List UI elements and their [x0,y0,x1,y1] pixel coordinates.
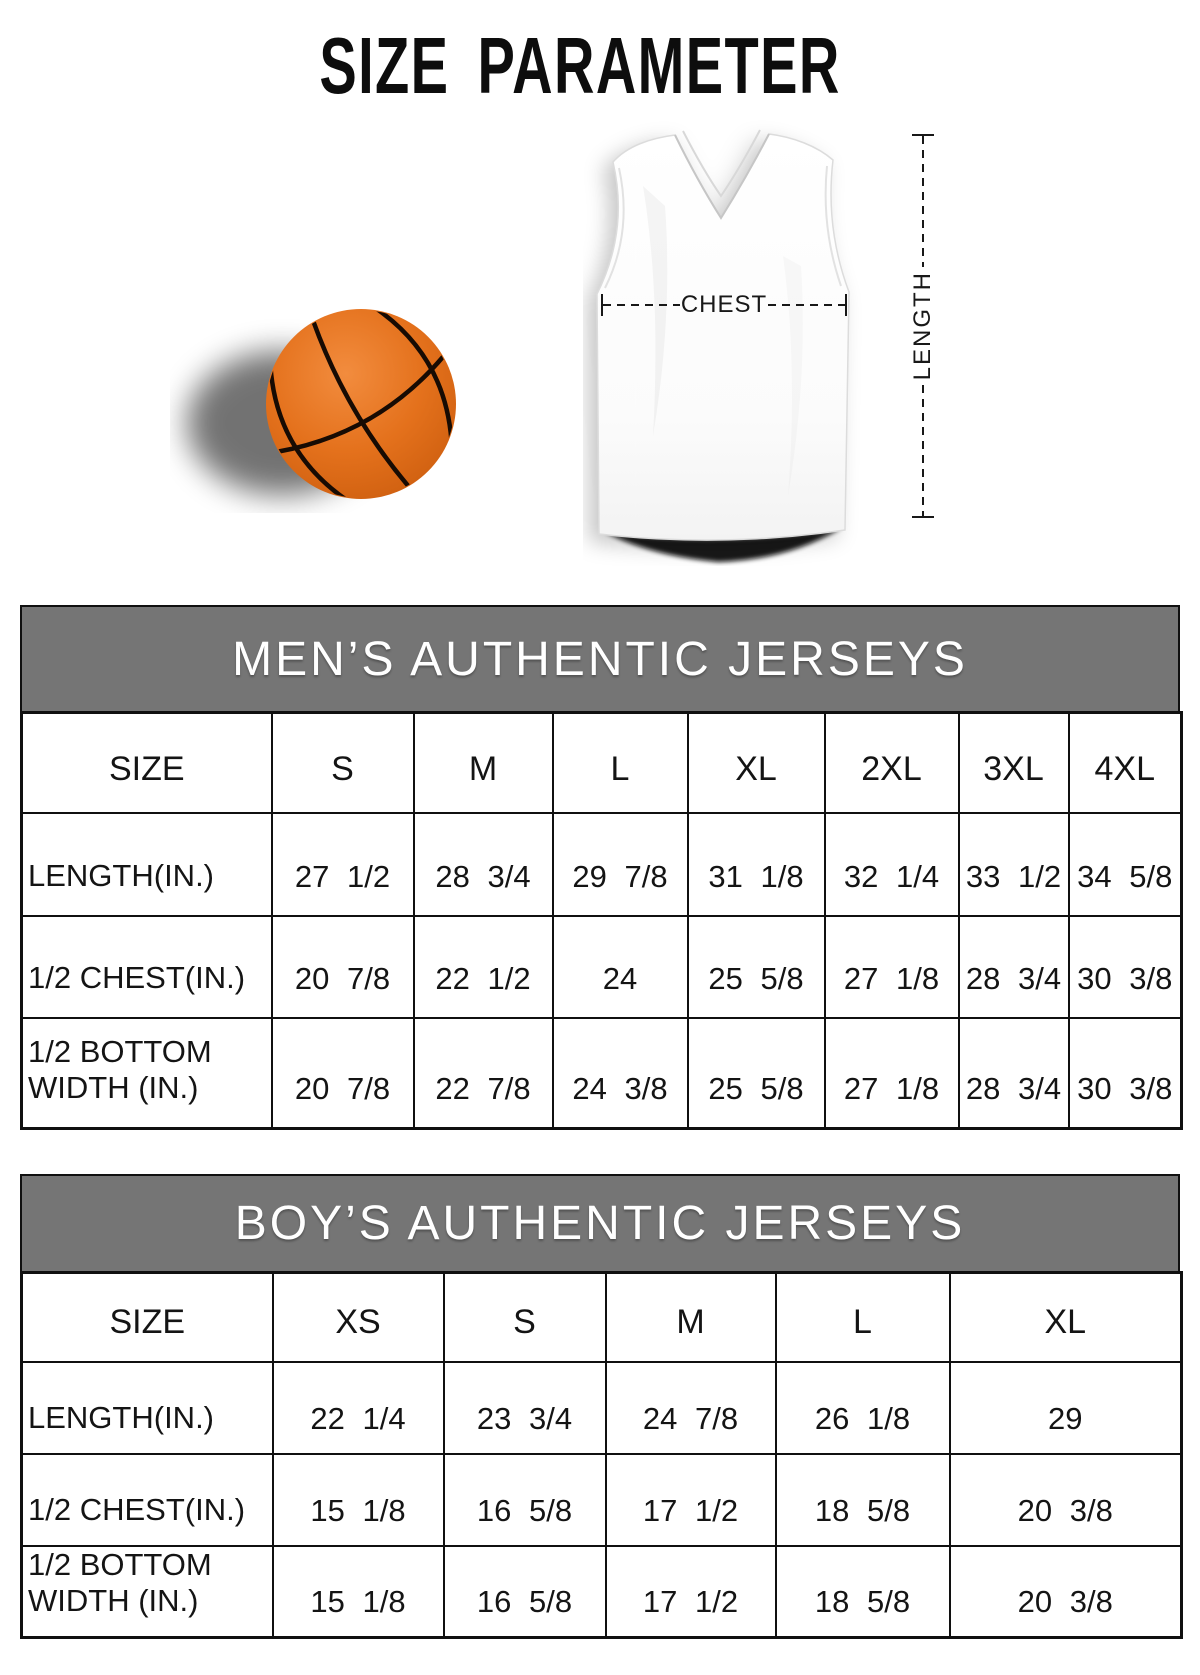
size-value-cell: 30 3/8 [1069,916,1182,1018]
size-value-cell: 17 1/2 [606,1546,776,1638]
size-value-cell: 18 5/8 [776,1454,950,1546]
row-label-cell: 1/2 BOTTOM WIDTH (IN.) [22,1546,273,1638]
size-col-header: S [272,713,414,813]
size-value-cell: 28 3/4 [959,1018,1069,1129]
mens-banner-title: MEN’S AUTHENTIC JERSEYS [232,632,968,686]
size-col-header: XL [950,1273,1182,1362]
size-value-cell: 23 3/4 [444,1362,606,1454]
size-value-cell: 31 1/8 [688,813,825,916]
size-value-cell: 30 3/8 [1069,1018,1182,1129]
chest-label: CHEST [680,291,768,318]
size-value-cell: 32 1/4 [825,813,959,916]
table-row [22,813,1182,916]
jersey-image [583,116,873,566]
size-value-cell: 25 5/8 [688,1018,825,1129]
length-label: LENGTH [909,271,936,381]
length-dash-top [922,136,924,267]
mens-jerseys-section [20,605,1180,1130]
size-value-cell: 25 5/8 [688,916,825,1018]
size-col-header: XS [273,1273,444,1362]
size-value-cell: 15 1/8 [273,1546,444,1638]
row-label-cell: 1/2 CHEST(IN.) [22,916,272,1018]
chest-right-tick [845,294,847,316]
size-col-header: M [606,1273,776,1362]
size-col-header: L [553,713,688,813]
size-value-cell: 26 1/8 [776,1362,950,1454]
size-col-header: S [444,1273,606,1362]
length-bottom-tick [912,516,934,518]
size-header-row [22,1273,1182,1362]
size-col-header: M [414,713,553,813]
size-value-cell: 20 7/8 [272,916,414,1018]
size-value-cell: 22 1/4 [273,1362,444,1454]
size-value-cell: 27 1/8 [825,916,959,1018]
size-header-cell: SIZE [22,713,272,813]
table-row [22,1454,1182,1546]
mens-jerseys-banner [20,605,1180,711]
size-value-cell: 22 1/2 [414,916,553,1018]
size-value-cell: 29 7/8 [553,813,688,916]
size-value-cell: 24 3/8 [553,1018,688,1129]
table-row [22,1018,1182,1129]
row-label-cell: LENGTH(IN.) [22,1362,273,1454]
size-value-cell: 34 5/8 [1069,813,1182,916]
table-row [22,916,1182,1018]
boys-jerseys-section [20,1174,1180,1639]
size-value-cell: 24 7/8 [606,1362,776,1454]
boys-jerseys-banner [20,1174,1180,1271]
size-value-cell: 17 1/2 [606,1454,776,1546]
page-title: SIZE PARAMETER [319,21,841,110]
size-col-header: 4XL [1069,713,1182,813]
size-value-cell: 33 1/2 [959,813,1069,916]
size-header-row [22,713,1182,813]
size-value-cell: 28 3/4 [414,813,553,916]
row-label-cell: 1/2 BOTTOM WIDTH (IN.) [22,1018,272,1129]
boys-size-table [20,1271,1183,1639]
size-value-cell: 20 3/8 [950,1546,1182,1638]
size-col-header: 3XL [959,713,1069,813]
size-value-cell: 29 [950,1362,1182,1454]
chest-dash-left [603,304,680,306]
size-value-cell: 18 5/8 [776,1546,950,1638]
size-col-header: 2XL [825,713,959,813]
size-header-cell: SIZE [22,1273,273,1362]
chest-dash-right [768,304,845,306]
size-value-cell: 16 5/8 [444,1546,606,1638]
row-label-cell: 1/2 CHEST(IN.) [22,1454,273,1546]
jersey-icon [583,116,873,566]
boys-banner-title: BOY’S AUTHENTIC JERSEYS [234,1197,966,1250]
chest-dimension-line [601,291,847,318]
basketball-icon [170,283,470,513]
size-value-cell: 22 7/8 [414,1018,553,1129]
mens-size-table [20,711,1183,1130]
size-value-cell: 16 5/8 [444,1454,606,1546]
size-value-cell: 20 7/8 [272,1018,414,1129]
row-label-cell: LENGTH(IN.) [22,813,272,916]
table-row [22,1546,1182,1638]
size-value-cell: 15 1/8 [273,1454,444,1546]
size-col-header: L [776,1273,950,1362]
basketball-image [170,283,470,513]
size-value-cell: 27 1/2 [272,813,414,916]
size-value-cell: 20 3/8 [950,1454,1182,1546]
size-col-header: XL [688,713,825,813]
size-value-cell: 27 1/8 [825,1018,959,1129]
size-value-cell: 24 [553,916,688,1018]
length-dimension-line [911,134,935,518]
length-dash-bottom [922,385,924,516]
table-row [22,1362,1182,1454]
size-value-cell: 28 3/4 [959,916,1069,1018]
